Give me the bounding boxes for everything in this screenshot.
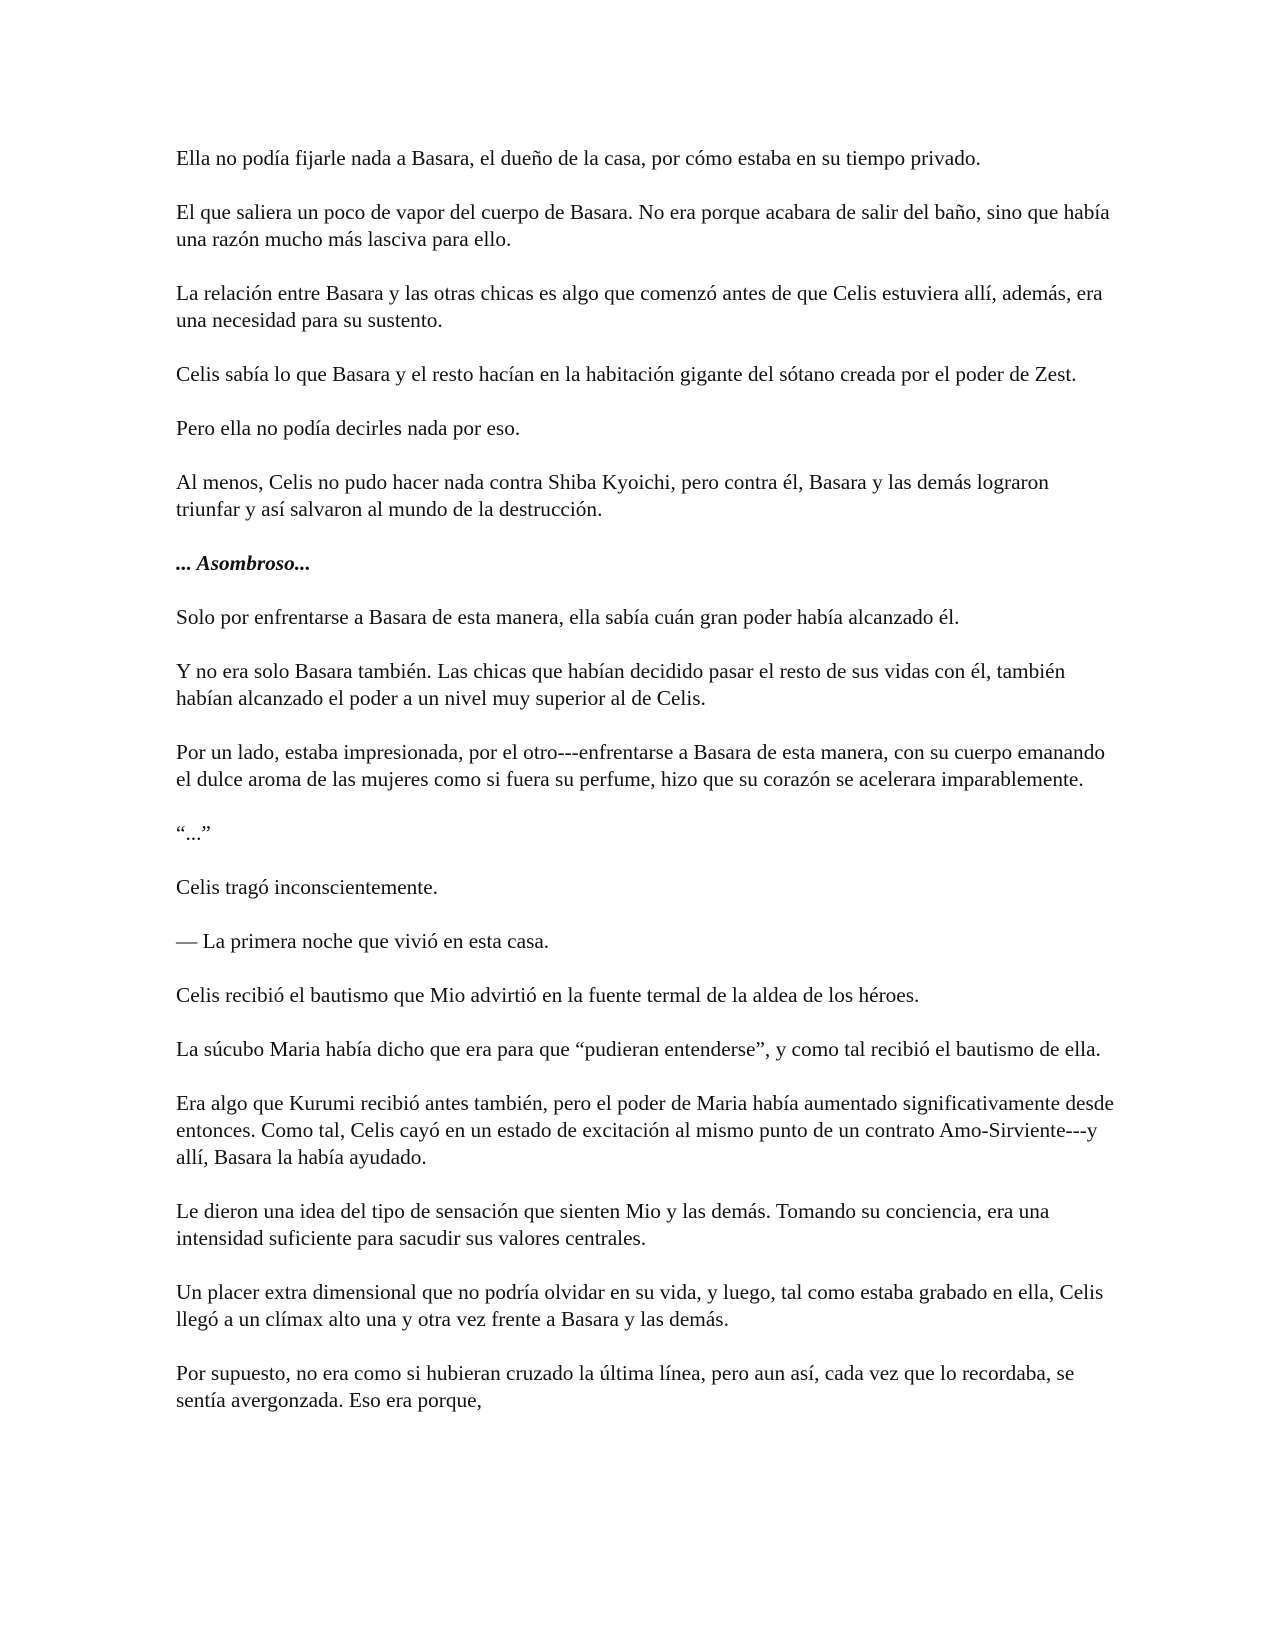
paragraph: Por un lado, estaba impresionada, por el otro---enfrentarse a Basara de esta manera, con su cuerpo emanando el dulce aroma de las mujeres como si fuera su perfume, hizo que su corazón se acelerara imparablemente.: [176, 740, 1105, 791]
paragraph: Celis tragó inconscientemente.: [176, 875, 438, 899]
paragraph: Y no era solo Basara también. Las chicas que habían decidido pasar el resto de sus vidas con él, también habían alcanzado el poder a un nivel muy superior al de Celis.: [176, 659, 1066, 710]
paragraph: Era algo que Kurumi recibió antes también, pero el poder de Maria había aumentado significativamente desde entonces. Como tal, Celis cayó en un estado de excitación al mismo punto de un contrato Amo-Sirviente---y allí, Basara la había ayudado.: [176, 1091, 1114, 1169]
paragraph: Por supuesto, no era como si hubieran cruzado la última línea, pero aun así, cada vez que lo recordaba, se sentía avergonzada. Eso era porque,: [176, 1361, 1075, 1412]
dialogue-line: “...”: [176, 821, 211, 845]
paragraph: Ella no podía fijarle nada a Basara, el dueño de la casa, por cómo estaba en su tiempo privado.: [176, 146, 981, 170]
paragraph: Un placer extra dimensional que no podría olvidar en su vida, y luego, tal como estaba grabado en ella, Celis llegó a un clímax alto una y otra vez frente a Basara y las demás.: [176, 1280, 1104, 1331]
paragraph: Celis sabía lo que Basara y el resto hacían en la habitación gigante del sótano creada por el poder de Zest.: [176, 362, 1077, 386]
paragraph: El que saliera un poco de vapor del cuerpo de Basara. No era porque acabara de salir del baño, sino que había una razón mucho más lasciva para ello.: [176, 200, 1110, 251]
body-text: [176, 145, 1116, 1441]
paragraph: — La primera noche que vivió en esta casa.: [176, 929, 550, 953]
paragraph: La relación entre Basara y las otras chicas es algo que comenzó antes de que Celis estuviera allí, además, era una necesidad para su sustento.: [176, 281, 1103, 332]
paragraph: Le dieron una idea del tipo de sensación que sienten Mio y las demás. Tomando su conciencia, era una intensidad suficiente para sacudir sus valores centrales.: [176, 1199, 1050, 1250]
paragraph: La súcubo Maria había dicho que era para que “pudieran entenderse”, y como tal recibió el bautismo de ella.: [176, 1037, 1101, 1061]
paragraph: Solo por enfrentarse a Basara de esta manera, ella sabía cuán gran poder había alcanzado él.: [176, 605, 960, 629]
paragraph: Al menos, Celis no pudo hacer nada contra Shiba Kyoichi, pero contra él, Basara y las demás lograron triunfar y así salvaron al mundo de la destrucción.: [176, 470, 1049, 521]
emphasis-paragraph: ... Asombroso...: [176, 551, 311, 575]
paragraph: Celis recibió el bautismo que Mio advirtió en la fuente termal de la aldea de los héroes.: [176, 983, 920, 1007]
paragraph: Pero ella no podía decirles nada por eso.: [176, 416, 521, 440]
